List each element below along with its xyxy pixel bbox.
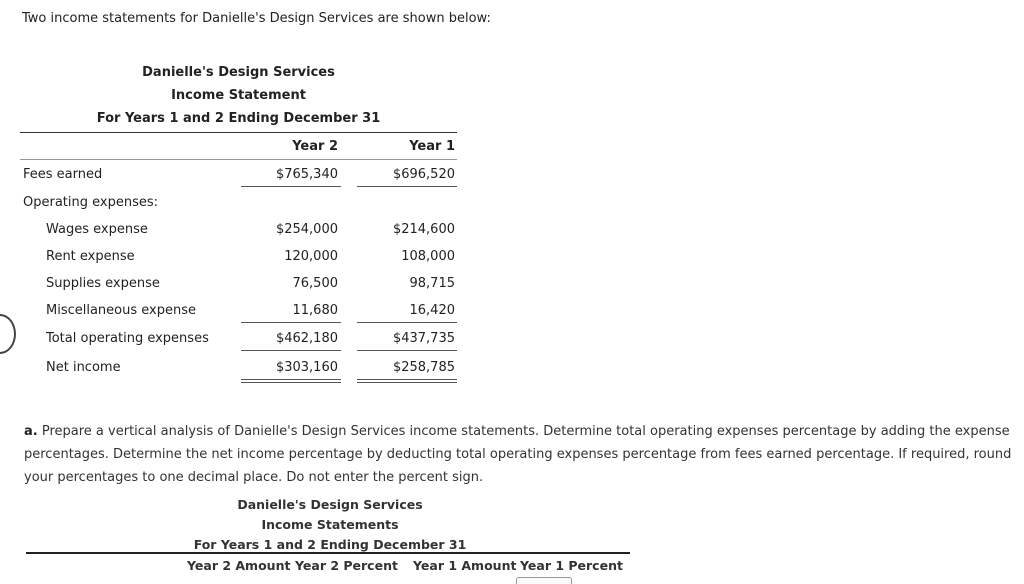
row-total-opex-y2: $462,180 xyxy=(275,331,338,346)
row-misc-y2: 11,680 xyxy=(292,303,338,318)
underline xyxy=(241,350,341,351)
row-rent-y1: 108,000 xyxy=(401,249,455,264)
row-net-income-y1: $258,785 xyxy=(392,360,455,375)
answer-input-box[interactable] xyxy=(516,577,572,584)
col-year1-amount: Year 1 Amount xyxy=(413,558,517,573)
row-label-misc: Miscellaneous expense xyxy=(46,303,196,318)
row-wages-y1: $214,600 xyxy=(392,222,455,237)
row-supplies-y2: 76,500 xyxy=(292,276,338,291)
row-label-net-income: Net income xyxy=(46,360,121,375)
analysis-header-rule xyxy=(26,552,630,554)
row-rent-y2: 120,000 xyxy=(284,249,338,264)
question-part-label: a. xyxy=(24,424,38,439)
row-label-opex: Operating expenses: xyxy=(23,195,159,210)
underline xyxy=(357,186,457,187)
analysis-period: For Years 1 and 2 Ending December 31 xyxy=(193,537,467,552)
statement-company: Danielle's Design Services xyxy=(142,65,335,80)
row-supplies-y1: 98,715 xyxy=(409,276,455,291)
row-label-supplies: Supplies expense xyxy=(46,276,160,291)
circle-shape xyxy=(0,314,16,354)
column-header-rule xyxy=(20,159,457,160)
row-misc-y1: 16,420 xyxy=(409,303,455,318)
underline xyxy=(241,186,341,187)
col-year2-percent: Year 2 Percent xyxy=(295,558,398,573)
col-year1-percent: Year 1 Percent xyxy=(520,558,623,573)
row-label-total-opex: Total operating expenses xyxy=(46,331,209,346)
double-underline xyxy=(357,379,457,383)
col-year2-amount: Year 2 Amount xyxy=(187,558,291,573)
underline xyxy=(357,350,457,351)
question-text: Prepare a vertical analysis of Danielle's Design Services income statements. Determine total operating expenses percentage by adding the expense percentages. Determine the net income percentage by deducting total operating expenses percentage from fees earned percentage. If required, round your percentages to one decimal place. Do not enter the percent sign. xyxy=(24,424,1012,485)
row-fees-y1: $696,520 xyxy=(392,167,455,182)
row-label-rent: Rent expense xyxy=(46,249,135,264)
analysis-title: Income Statements xyxy=(261,517,399,532)
col-year2-header: Year 2 xyxy=(292,139,338,154)
row-wages-y2: $254,000 xyxy=(275,222,338,237)
header-rule xyxy=(20,132,457,133)
row-label-fees: Fees earned xyxy=(23,167,103,182)
question-paragraph xyxy=(24,420,1016,489)
row-fees-y2: $765,340 xyxy=(275,167,338,182)
statement-period: For Years 1 and 2 Ending December 31 xyxy=(96,111,381,126)
double-underline xyxy=(241,379,341,383)
row-label-wages: Wages expense xyxy=(46,222,148,237)
statement-title: Income Statement xyxy=(171,88,306,103)
row-net-income-y2: $303,160 xyxy=(275,360,338,375)
analysis-company: Danielle's Design Services xyxy=(237,497,423,512)
row-total-opex-y1: $437,735 xyxy=(392,331,455,346)
underline xyxy=(357,322,457,323)
intro-text: Two income statements for Danielle's Design Services are shown below: xyxy=(22,11,491,26)
col-year1-header: Year 1 xyxy=(409,139,455,154)
underline xyxy=(241,322,341,323)
